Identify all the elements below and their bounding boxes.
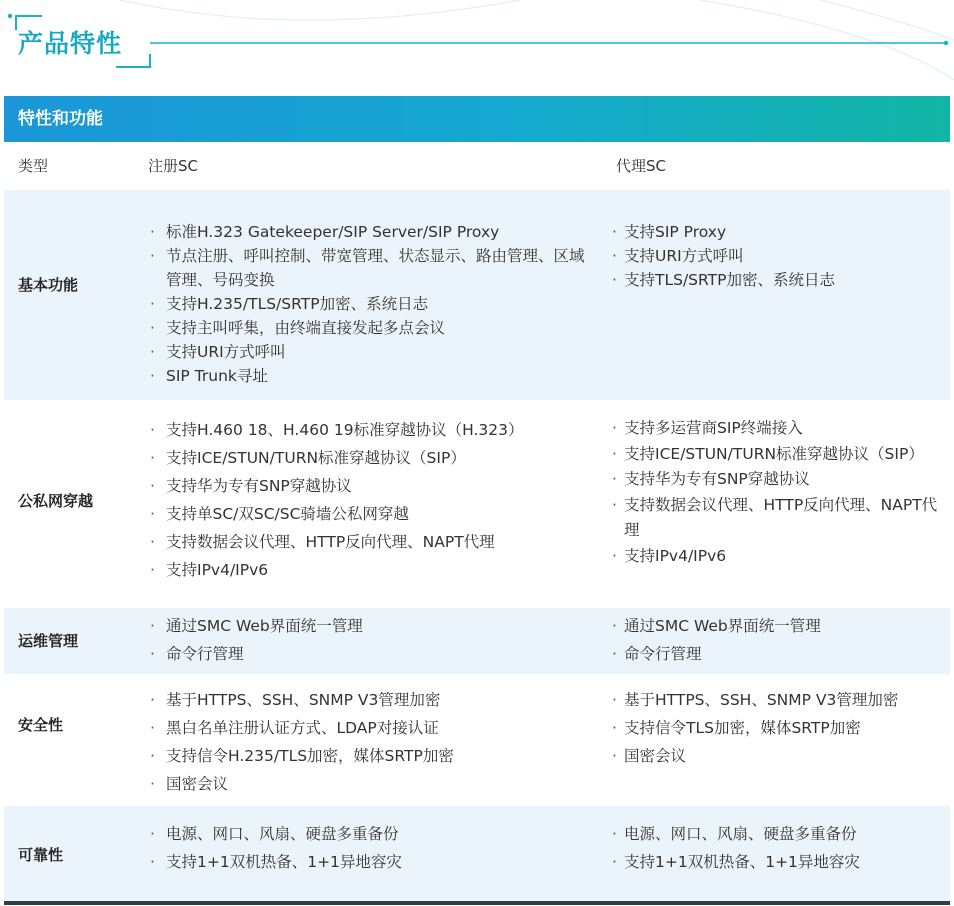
list-item: · 支持URI方式呼叫 — [612, 244, 946, 268]
column-header-type: 类型 — [18, 157, 49, 175]
registered-sc-feature-list — [148, 686, 598, 798]
table-row-reliability — [4, 806, 950, 901]
list-item: · 支持TLS/SRTP加密、系统日志 — [612, 268, 946, 292]
bottom-divider — [4, 901, 950, 905]
registered-sc-feature-list — [148, 220, 598, 388]
list-item: · 支持主叫呼集，由终端直接发起多点会议 — [148, 316, 598, 340]
list-item: · 国密会议 — [148, 770, 598, 798]
list-item: · 支持SIP Proxy — [612, 220, 946, 244]
list-item: · 支持信令TLS加密，媒体SRTP加密 — [612, 714, 946, 742]
row-category: 公私网穿越 — [18, 492, 94, 510]
list-item: · 命令行管理 — [612, 640, 946, 668]
proxy-sc-feature-list — [612, 820, 946, 876]
list-item: · 国密会议 — [612, 742, 946, 770]
section-header — [0, 0, 954, 95]
list-item: · 支持信令H.235/TLS加密，媒体SRTP加密 — [148, 742, 598, 770]
title-bracket-decoration — [0, 0, 954, 95]
registered-sc-feature-list — [148, 416, 598, 584]
row-category: 可靠性 — [18, 846, 64, 864]
list-item: · 支持IPv4/IPv6 — [148, 556, 598, 584]
proxy-sc-feature-list — [612, 612, 946, 668]
registered-sc-feature-list — [148, 820, 598, 876]
column-header-registered-sc: 注册SC — [148, 157, 198, 175]
table-row-security — [4, 674, 950, 806]
page-title: 产品特性 — [18, 29, 123, 58]
proxy-sc-feature-list — [612, 416, 946, 569]
list-item: · 支持ICE/STUN/TURN标准穿越协议（SIP） — [612, 442, 946, 468]
list-item: · 通过SMC Web界面统一管理 — [148, 612, 598, 640]
table-header-row — [4, 142, 950, 190]
registered-sc-feature-list — [148, 612, 598, 668]
list-item: · 支持单SC/双SC/SC骑墙公私网穿越 — [148, 500, 598, 528]
list-item: · 支持URI方式呼叫 — [148, 340, 598, 364]
row-category: 运维管理 — [18, 632, 79, 650]
list-item: · 标准H.323 Gatekeeper/SIP Server/SIP Proxy — [148, 220, 598, 244]
proxy-sc-feature-list — [612, 686, 946, 770]
list-item: · 支持IPv4/IPv6 — [612, 544, 946, 570]
list-item: · 支持H.460 18、H.460 19标准穿越协议（H.323） — [148, 416, 598, 444]
column-header-proxy-sc: 代理SC — [616, 157, 666, 175]
list-item: · SIP Trunk寻址 — [148, 364, 598, 388]
list-item: · 支持1+1双机热备、1+1异地容灾 — [148, 848, 598, 876]
table-row-basic-functions — [4, 190, 950, 400]
row-category: 安全性 — [18, 716, 64, 734]
list-item: · 命令行管理 — [148, 640, 598, 668]
list-item: · 通过SMC Web界面统一管理 — [612, 612, 946, 640]
row-category: 基本功能 — [18, 276, 79, 294]
list-item: · 支持数据会议代理、HTTP反向代理、NAPT代理 — [148, 528, 598, 556]
list-item: · 基于HTTPS、SSH、SNMP V3管理加密 — [612, 686, 946, 714]
list-item: · 节点注册、呼叫控制、带宽管理、状态显示、路由管理、区域管理、号码变换 — [148, 244, 598, 292]
proxy-sc-feature-list — [612, 220, 946, 292]
list-item: · 电源、网口、风扇、硬盘多重备份 — [612, 820, 946, 848]
list-item: · 黑白名单注册认证方式、LDAP对接认证 — [148, 714, 598, 742]
list-item: · 基于HTTPS、SSH、SNMP V3管理加密 — [148, 686, 598, 714]
table-row-operations — [4, 608, 950, 674]
list-item: · 支持ICE/STUN/TURN标准穿越协议（SIP） — [148, 444, 598, 472]
list-item: · 支持华为专有SNP穿越协议 — [612, 467, 946, 493]
table-banner — [4, 96, 950, 142]
list-item: · 支持H.235/TLS/SRTP加密、系统日志 — [148, 292, 598, 316]
list-item: · 支持华为专有SNP穿越协议 — [148, 472, 598, 500]
table-banner-title: 特性和功能 — [18, 109, 103, 129]
list-item: · 支持多运营商SIP终端接入 — [612, 416, 946, 442]
list-item: · 支持数据会议代理、HTTP反向代理、NAPT代理 — [612, 493, 946, 544]
list-item: · 支持1+1双机热备、1+1异地容灾 — [612, 848, 946, 876]
list-item: · 电源、网口、风扇、硬盘多重备份 — [148, 820, 598, 848]
table-row-nat-traversal — [4, 400, 950, 608]
